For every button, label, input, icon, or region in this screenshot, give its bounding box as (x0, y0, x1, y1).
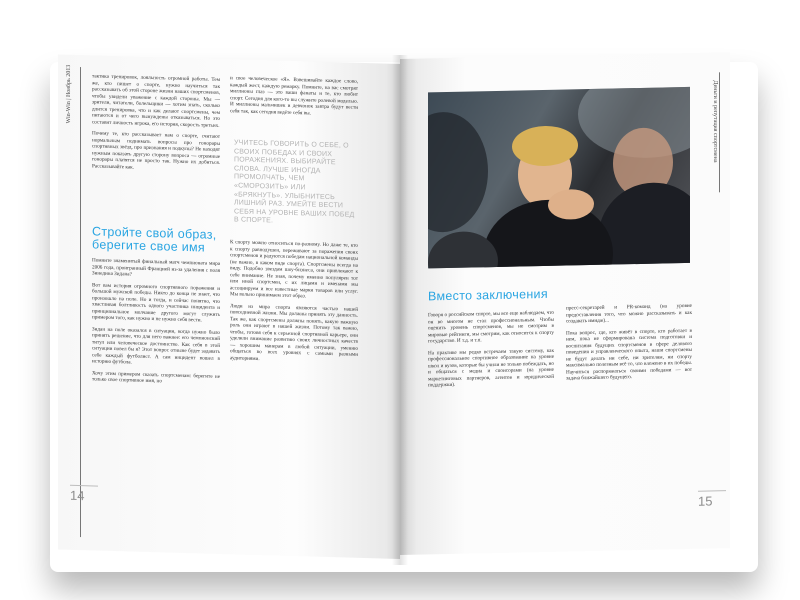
left-column-1-cont (92, 257, 220, 391)
spine-shadow (392, 55, 408, 565)
right-margin-rule (719, 72, 720, 192)
right-column-1 (428, 310, 554, 394)
paragraph: Пока вопрос, где, кто живёт в спорте, кто работает в нем, пока не сформирована система подготовки и воспитания будущих спортсменов в сфере делового поведения и управленческого опыта, наши спортсмены не будут делать ни себе, ни зрителям, ни спорту максимально полезным всё то, что вложено в их победы. Научиться распоряжаться своими победами — вот задача ближайшего будущего. (566, 327, 692, 382)
section-heading: Вместо заключения (428, 286, 548, 304)
paragraph: тактика тренировок, лояльность огромной работы. Тем же, кто пишет о спорте, нужно научиться так рассказывать об этой стороне жизни наших спортсменов, чтобы увидели уважение с каждой стороны. Мы — зрители, читатели, болельщики — хотим знать, сколько длится тренировка, что и как делают спортсмены, чем питаются и от чего вынуждены отказываться. Но это составит личность игрока, его история, скорость третьих. (92, 73, 220, 129)
left-running-header: Win-Win | Ноябрь 2013 (66, 64, 72, 124)
left-margin-rule (80, 67, 81, 537)
section-heading: Стройте свой образ, берегите свое имя (92, 224, 217, 255)
photo-woman-in-audience (428, 87, 690, 268)
left-column-2 (230, 75, 358, 123)
paragraph: пресс-секретарей и PR-команд (на уровне предоставления того, что можно рассказывать и как создавать имидж)... (566, 302, 692, 325)
left-page (58, 54, 400, 559)
paragraph: Говоря о российском спорте, мы все еще наблюдаем, что он во многом не стал профессиональным. Чтобы оценить уровень спортсменов, мы не смотрим в мировые рейтинги, мы смотрим, как относится к спорту государство. И т.д. и т.п. (428, 309, 554, 345)
right-page (400, 52, 730, 555)
paragraph: и свое человеческое «Я». Взвешивайте каждое слово, каждый жест, каждую ремарку. Помните, на вас смотрят миллионы глаз — это ваши фанаты и те, кто любит спорт. Сегодня для кого-то вы служите ролевой моделью. И миллионы мальчишек и девчонок завтра будут вести себя так, как сегодня ведёте себя вы. (230, 75, 358, 117)
paragraph: Хочу этим примером сказать спортсменам: берегите не только свое спортивное имя, но (92, 369, 220, 385)
paragraph: Вот вам история огромного спортивного поражения и большой мужской победы. Никто до конца не знает, что произошло на поле. Но и тогда, и сейчас понятно, что хвастливая болтливость одного участника инцидента и принципиальное молчание другого могут служить примером того, как нужно и не нужно себя вести. (92, 281, 220, 324)
pull-quote: УЧИТЕСЬ ГОВОРИТЬ О СЕБЕ, О СВОИХ ПОБЕДАХ И СВОИХ ПОРАЖЕНИЯХ. ВЫБИРАЙТЕ СЛОВА. ЛУЧШЕ ИНОГДА ПРОМОЛЧАТЬ, ЧЕМ «СМОРОЗИТЬ» ИЛИ «БРЯКНУТЬ». УЛЫБНИТЕСЬ ЛИШНИЙ РАЗ. УМЕЙТЕ ВЕСТИ СЕБЯ НА УРОВНЕ ВАШИХ ПОБЕД В СПОРТЕ. (234, 139, 355, 225)
paragraph: На практике мы редко встречаем такую систему, как профессиональное спортивное образование на уровне школ и вузов, которые бы учили не только побеждать, но и общаться с медиа и спонсорами (на уровне маркетинговых партнеров, агентов и юридической поддержки). (428, 347, 555, 389)
page-number-right: 15 (698, 490, 726, 509)
paragraph: Помните знаменитый финальный матч чемпионата мира 2006 года, проигранный Францией из-за удаления с поля Зинедина Зидана? (92, 257, 220, 278)
paragraph: Почему те, кто рассказывает нам о спорте, считают нормальным поднимать вопросы про гонорары спортивных звёзд, про признания и подкупы? Не находят нужным показать другую сторону вопроса — огромные гонорары платятся не просто так. Нужно их добиться. Рассказывайте как. (92, 130, 220, 171)
right-running-header: Деньги и репутация спортсмена (712, 80, 718, 163)
paragraph: Зидан на поле оказался в ситуации, когда нужно было принять решение, что для него важнее: его чемпионский титул или человеческое достоинство. Как себя в этой ситуации повел бы я? Этот вопрос отныне будет задавать себе каждый футболист. А сам инцидент вошел в историю футбола. (92, 325, 220, 366)
paragraph: К спорту можно относиться по-разному. Но даже те, кто к спорту равнодушен, переживают за поражения своих спортсменов и радуются победам национальной команды (не важно, в каком виде спорта). Спортсмены всегда на виду. Подобно звездам шоу-бизнеса, они привлекают к себе внимание. Не зная, почему именно популярен тот или иной спортсмен, с их лицами и именами мы ассоциируем и все известные марки товаров или услуг. Мы вольно принимаем этот образ. (230, 239, 358, 300)
paragraph: Люди из мира спорта являются частью нашей повседневной жизни. Мы должны принять эту данность. Так же, как спортсмены должны понять, какую важную роль они играют в нашей жизни. Потому так важно, чтобы, готовя себя к серьезной спортивной карьере, они уделили внимание развитию своих личностных качеств — хорошим манерам в любой ситуации, умению общаться во всех уровнях с самыми разными аудиториями. (230, 302, 358, 362)
left-column-1 (92, 73, 220, 178)
right-column-2 (566, 303, 692, 387)
page-number-left: 14 (70, 485, 98, 504)
left-column-2-cont (230, 239, 358, 370)
